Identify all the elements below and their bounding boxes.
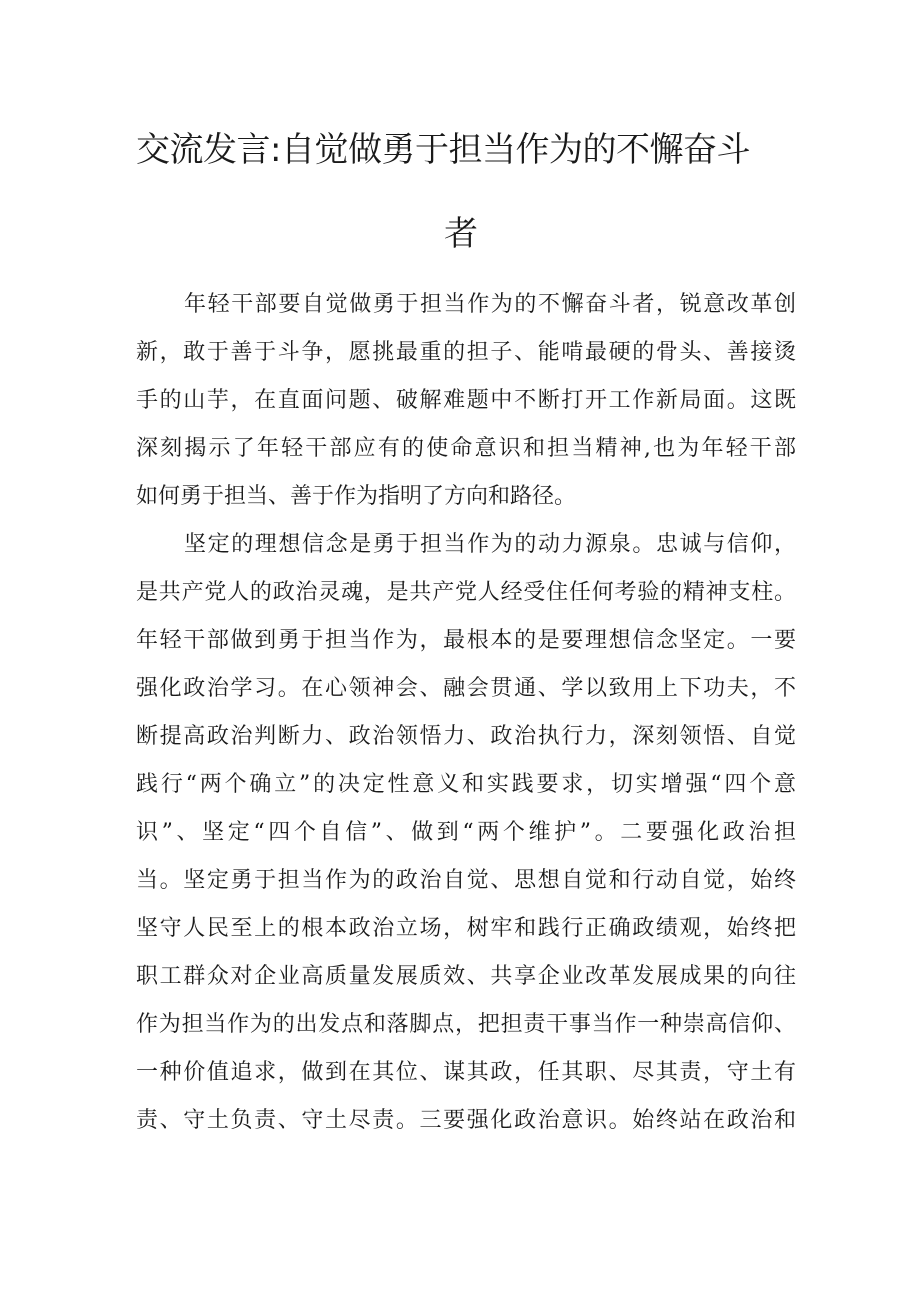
- document-title-line-2: 者: [444, 214, 478, 254]
- paragraph-line: 年轻干部做到勇于担当作为，最根本的是要理想信念坚定。一要: [136, 628, 796, 653]
- paragraph-line: 识”、坚定“四个自信”、做到“两个维护”。二要强化政治担: [136, 820, 796, 845]
- paragraph-line: 新，敢于善于斗争，愿挑最重的担子、能啃最硬的骨头、善接烫: [136, 340, 796, 365]
- paragraph-line: 践行“两个确立”的决定性意义和实践要求，切实增强“四个意: [136, 772, 796, 797]
- paragraph-line: 一种价值追求，做到在其位、谋其政，任其职、尽其责，守土有: [136, 1060, 796, 1085]
- paragraph-line: 深刻揭示了年轻干部应有的使命意识和担当精神,也为年轻干部: [136, 436, 796, 461]
- paragraph-line: 强化政治学习。在心领神会、融会贯通、学以致用上下功夫，不: [136, 676, 796, 701]
- paragraph-line: 如何勇于担当、善于作为指明了方向和路径。: [136, 484, 577, 509]
- paragraph-line: 年轻干部要自觉做勇于担当作为的不懈奋斗者，锐意改革创: [184, 292, 796, 317]
- paragraph-line: 坚守人民至上的根本政治立场，树牢和践行正确政绩观，始终把: [136, 916, 796, 941]
- paragraph-line: 断提高政治判断力、政治领悟力、政治执行力，深刻领悟、自觉: [136, 724, 796, 749]
- paragraph-line: 手的山芋，在直面问题、破解难题中不断打开工作新局面。这既: [136, 388, 796, 413]
- paragraph-line: 责、守土负责、守土尽责。三要强化政治意识。始终站在政治和: [136, 1108, 796, 1133]
- paragraph-line: 作为担当作为的出发点和落脚点，把担责干事当作一种崇高信仰、: [136, 1012, 796, 1037]
- paragraph-line: 当。坚定勇于担当作为的政治自觉、思想自觉和行动自觉，始终: [136, 868, 796, 893]
- paragraph-line: 职工群众对企业高质量发展质效、共享企业改革发展成果的向往: [136, 964, 796, 989]
- paragraph-line: 坚定的理想信念是勇于担当作为的动力源泉。忠诚与信仰，: [184, 532, 796, 557]
- document-title-line-1: 交流发言:自觉做勇于担当作为的不懈奋斗: [136, 130, 750, 170]
- paragraph-line: 是共产党人的政治灵魂，是共产党人经受住任何考验的精神支柱。: [136, 580, 796, 605]
